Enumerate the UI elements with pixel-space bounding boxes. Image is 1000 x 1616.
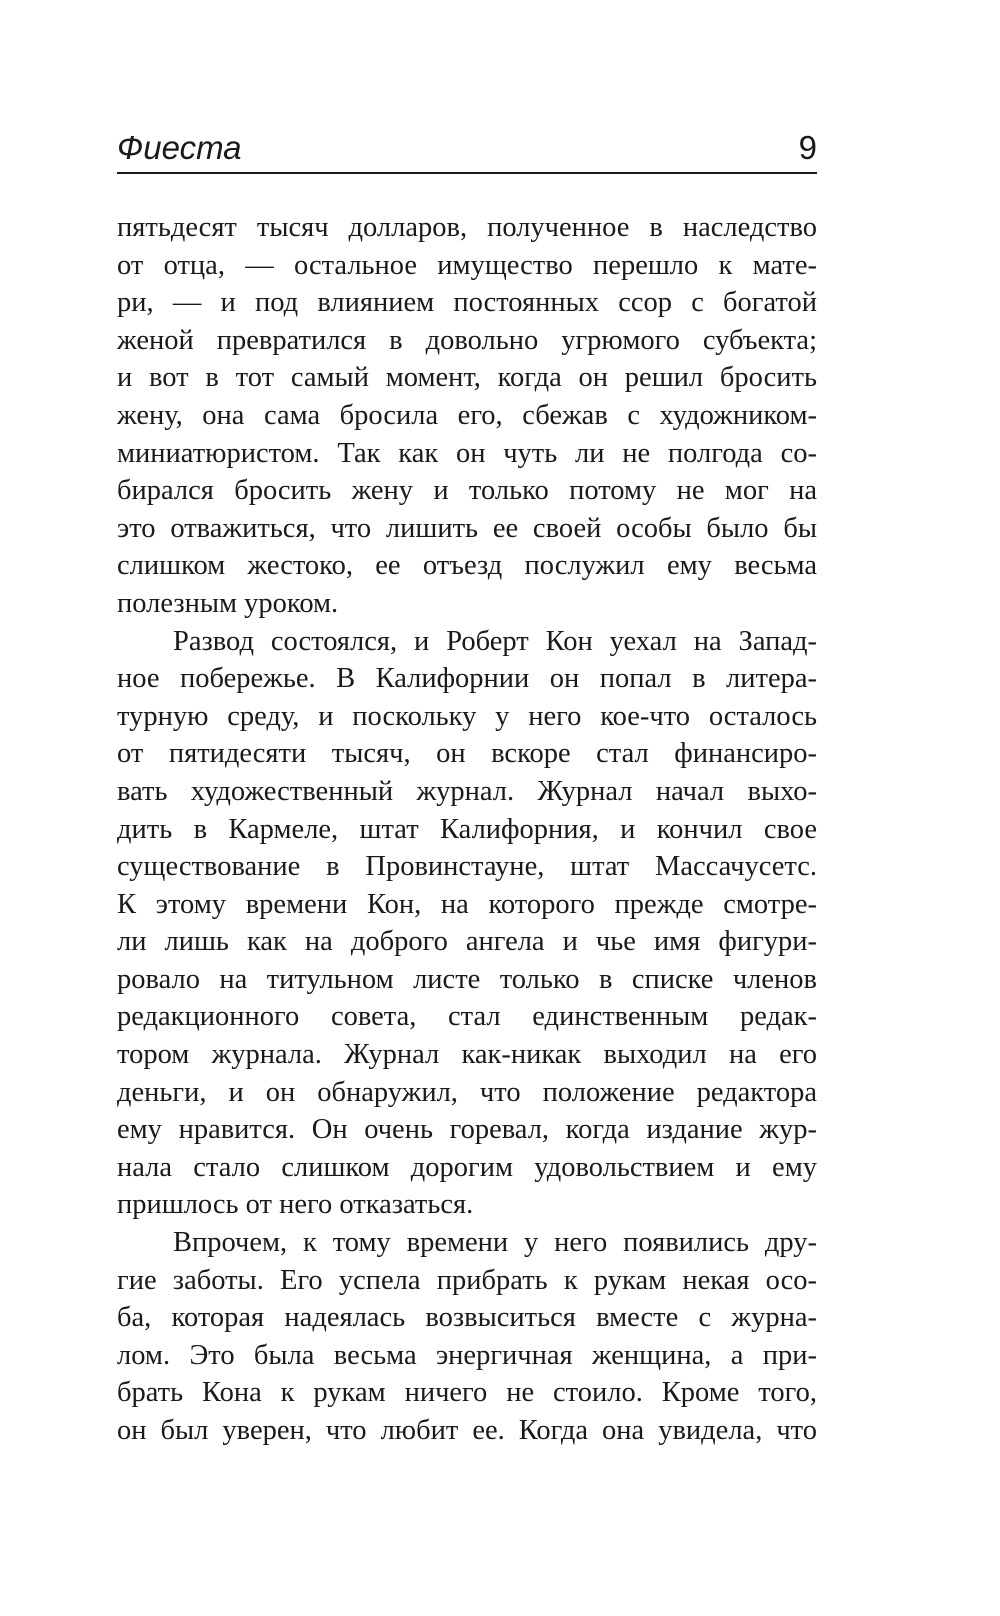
text-line: деньги, и он обнаружил, что положение редактора bbox=[117, 1076, 817, 1108]
text-line: он был уверен, что любит ее. Когда она увидела, что bbox=[117, 1415, 817, 1446]
text-line: гие заботы. Его успела прибрать к рукам некая осо- bbox=[117, 1264, 817, 1296]
text-line: К этому времени Кон, на которого прежде смотре- bbox=[117, 888, 817, 920]
text-line: лом. Это была весьма энергичная женщина, а при- bbox=[117, 1339, 817, 1371]
text-line: жену, она сама бросила его, сбежав с художником- bbox=[117, 399, 817, 431]
text-line: слишком жестоко, ее отъезд послужил ему весьма bbox=[117, 550, 817, 582]
text-line: ровало на титульном листе только в списке членов bbox=[117, 963, 817, 995]
text-line: пришлось от него отказаться. bbox=[117, 1189, 474, 1221]
text-line: брать Кона к рукам ничего не стоило. Кроме того, bbox=[117, 1377, 817, 1409]
paragraph-first-line: Развод состоялся, и Роберт Кон уехал на Запад- bbox=[173, 625, 817, 657]
text-line: ное побережье. В Калифорнии он попал в литера- bbox=[117, 663, 817, 695]
text-line: нала стало слишком дорогим удовольствием и ему bbox=[117, 1151, 817, 1183]
text-line: бирался бросить жену и только потому не мог на bbox=[117, 475, 817, 507]
text-line: дить в Кармеле, штат Калифорния, и кончил свое bbox=[117, 813, 817, 845]
text-line: от отца, — остальное имущество перешло к мате- bbox=[117, 249, 817, 281]
text-line: и вот в тот самый момент, когда он решил бросить bbox=[117, 362, 817, 394]
text-line: вать художественный журнал. Журнал начал выхо- bbox=[117, 775, 817, 807]
text-line: существование в Провинстауне, штат Массачусетс. bbox=[117, 851, 817, 883]
text-line: ба, которая надеялась возвыситься вместе с журна- bbox=[117, 1302, 817, 1334]
text-line: пятьдесят тысяч долларов, полученное в наследство bbox=[117, 212, 817, 243]
body-text bbox=[117, 209, 817, 1450]
text-line: редакционного совета, стал единственным редак- bbox=[117, 1001, 817, 1033]
text-line: это отважиться, что лишить ее своей особы было бы bbox=[117, 512, 817, 544]
text-line: полезным уроком. bbox=[117, 587, 339, 619]
text-line: от пятидесяти тысяч, он вскоре стал финансиро- bbox=[117, 738, 817, 770]
text-line: ли лишь как на доброго ангела и чье имя фигури- bbox=[117, 926, 817, 958]
text-line: ему нравится. Он очень горевал, когда издание жур- bbox=[117, 1114, 817, 1146]
paragraph-first-line: Впрочем, к тому времени у него появились дру- bbox=[173, 1227, 817, 1259]
text-line: турную среду, и поскольку у него кое-что осталось bbox=[117, 700, 817, 732]
running-header bbox=[117, 120, 817, 174]
text-line: женой превратился в довольно угрюмого субъекта; bbox=[117, 324, 817, 356]
text-line: тором журнала. Журнал как-никак выходил на его bbox=[117, 1039, 817, 1071]
page-number: 9 bbox=[798, 129, 817, 166]
running-title: Фиеста bbox=[117, 129, 242, 166]
text-line: ри, — и под влиянием постоянных ссор с богатой bbox=[117, 287, 817, 319]
text-line: миниатюристом. Так как он чуть ли не полгода со- bbox=[117, 437, 817, 469]
